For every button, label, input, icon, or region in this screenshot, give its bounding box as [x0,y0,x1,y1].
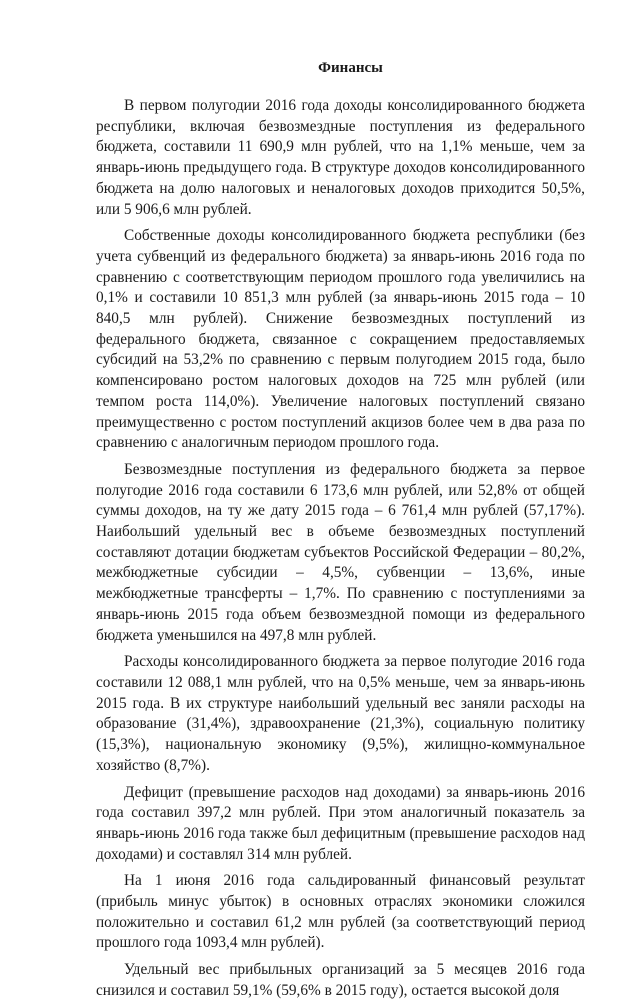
paragraph-expenses: Расходы консолидированного бюджета за первое полугодие 2016 года составили 12 088,1 млн рублей, что на 0,5% меньше, чем за январь-июнь 2015 года. В их структуре наибольший удельный вес заняли расходы на образование (31,4%), здравоохранение (21,3%), социальную политику (15,3%), национальную экономику (9,5%), жилищно-коммунальное хозяйство (8,7%). [96,653,585,774]
paragraph-deficit: Дефицит (превышение расходов над доходами) за январь-июнь 2016 года составил 397,2 млн рублей. При этом аналогичный показатель за январь-июнь 2016 года также был дефицитным (превышение расходов над доходами) и составлял 314 млн рублей. [96,783,585,863]
paragraph-income: В первом полугодии 2016 года доходы консолидированного бюджета республики, включая безвозмездные поступления из федерального бюджета, составили 11 690,9 млн рублей, что на 1,1% меньше, чем за январь-июнь предыдущего года. В структуре доходов консолидированного бюджета на долю налоговых и неналоговых доходов приходится 50,5%, или 5 906,6 млн рублей. [96,97,585,218]
paragraph-profitable-share: Удельный вес прибыльных организаций за 5 месяцев 2016 года снизился и составил 59,1% (59,6% в 2015 году), остается высокой доля [96,961,585,999]
paragraph-own-income: Собственные доходы консолидированного бюджета республики (без учета субвенций из федерального бюджета) за январь-июнь 2016 года по сравнению с соответствующим периодом прошлого года увеличились на 0,1% и составили 10 851,3 млн рублей (за январь-июнь 2015 года – 10 840,5 млн рублей). Снижение безвозмездных поступлений из федерального бюджета, связанное с сокращением предоставляемых субсидий на 53,2% по сравнению с первым полугодием 2015 года, было компенсировано ростом налоговых доходов на 725 млн рублей (или темпом роста 114,0%). Увеличение налоговых поступлений связано преимущественно с ростом поступлений акцизов более чем в два раза по сравнению с аналогичным периодом прошлого года. [96,227,585,452]
page-title: Финансы [318,60,383,76]
document-body [96,96,585,1002]
paragraph-federal-transfers: Безвозмездные поступления из федерального бюджета за первое полугодие 2016 года составили 6 173,6 млн рублей, или 52,8% от общей суммы доходов, на ту же дату 2015 года – 6 761,4 млн рублей (57,17%). Наибольший удельный вес в объеме безвозмездных поступлений составляют дотации бюджетам субъектов Российской Федерации – 80,2%, межбюджетные субсидии – 4,5%, субвенции – 13,6%, иные межбюджетные трансферты – 1,7%. По сравнению с поступлениями за январь-июнь 2015 года объем безвозмездной помощи из федерального бюджета уменьшился на 497,8 млн рублей. [96,460,585,644]
paragraph-financial-result: На 1 июня 2016 года сальдированный финансовый результат (прибыль минус убыток) в основных отраслях экономики сложился положительно и составил 61,2 млн рублей (за соответствующий период прошлого года 1093,4 млн рублей). [96,872,585,952]
